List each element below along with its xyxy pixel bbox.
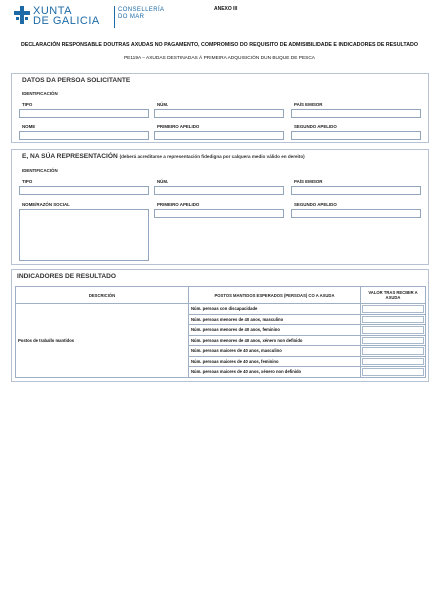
applicant-primeiro-apelido-field[interactable] <box>154 131 284 140</box>
value-field[interactable] <box>362 337 424 345</box>
value-field[interactable] <box>362 347 424 355</box>
rep-segundo-apelido-label: SEGUNDO APELIDO <box>294 202 337 207</box>
value-cell <box>361 356 426 367</box>
logo-line-2: DE GALICIA <box>33 15 100 27</box>
col-description-header: DESCRICIÓN <box>16 287 189 304</box>
applicant-section <box>11 73 429 143</box>
rep-tipo-label: TIPO <box>22 179 33 184</box>
value-cell <box>361 346 426 357</box>
document-subtitle: PE119A – AXUDAS DESTINADAS Á PRIMEIRA ADQUISICIÓN DUN BUQUE DE PESCA <box>123 56 316 61</box>
col-value-header: VALOR TRAS RECIBIR A AXUDA <box>361 287 426 304</box>
xunta-logo <box>14 4 165 30</box>
representation-section <box>11 149 429 265</box>
applicant-nome-label: NOME <box>22 124 36 129</box>
value-cell <box>361 325 426 336</box>
indicator-label: Núm. persoas maiores de 40 anos, feminino <box>189 356 361 367</box>
indicator-label: Núm. persoas con discapacidade <box>189 304 361 315</box>
dept-line-1: CONSELLERÍA <box>118 7 165 13</box>
indicator-label: Núm. persoas maiores de 40 anos, xénero non definido <box>189 367 361 378</box>
rep-primeiro-apelido-label: PRIMEIRO APELIDO <box>157 202 200 207</box>
col-positions-header: POSTOS MANTIDOS ESPERADOS (PERSOAS) CO A AXUDA <box>189 287 361 304</box>
department-name <box>118 7 164 21</box>
applicant-segundo-apelido-field[interactable] <box>291 131 421 140</box>
applicant-pais-field[interactable] <box>291 109 421 118</box>
value-cell <box>361 335 426 346</box>
value-cell <box>361 314 426 325</box>
document-title: DECLARACIÓN RESPONSABLE DOUTRAS AXUDAS NO PAGAMENTO, COMPROMISO DO REQUISITO DE ADMISIBILIDADE E INDICADORES DE RESULTADO <box>21 42 418 48</box>
rep-nomeazon-field[interactable] <box>19 209 149 261</box>
indicators-table <box>15 286 426 378</box>
annex-label: ANEXO III <box>214 6 238 12</box>
applicant-section-title: DATOS DA PERSOA SOLICITANTE <box>22 77 131 84</box>
indicators-section <box>11 269 429 382</box>
value-field[interactable] <box>362 326 424 334</box>
rep-pais-label: PAÍS EMISOR <box>294 179 323 184</box>
indicators-section-title: INDICADORES DE RESULTADO <box>17 273 117 280</box>
representation-section-title <box>22 153 305 160</box>
rep-pais-field[interactable] <box>291 186 421 195</box>
indicator-label: Núm. persoas menores de 40 anos, feminino <box>189 325 361 336</box>
indicator-label: Núm. persoas menores de 40 anos, masculino <box>189 314 361 325</box>
applicant-num-field[interactable] <box>154 109 284 118</box>
rep-nomeazon-label: NOME/RAZÓN SOCIAL <box>22 202 70 207</box>
applicant-tipo-field[interactable] <box>19 109 149 118</box>
representation-title-text: E, NA SÚA REPRESENTACIÓN <box>22 153 118 160</box>
logo-wordmark <box>33 6 100 26</box>
rep-num-label: NÚM. <box>157 179 169 184</box>
indicator-label: Núm. persoas menores de 40 anos, xénero non definido <box>189 335 361 346</box>
value-cell <box>361 367 426 378</box>
value-field[interactable] <box>362 368 424 376</box>
table-row <box>16 304 426 315</box>
value-field[interactable] <box>362 305 424 313</box>
logo-line-1: XUNTA <box>33 5 72 17</box>
value-field[interactable] <box>362 316 424 324</box>
applicant-tipo-label: TIPO <box>22 102 33 107</box>
rep-num-field[interactable] <box>154 186 284 195</box>
applicant-num-label: NÚM. <box>157 102 169 107</box>
rep-identification-label: IDENTIFICACIÓN <box>22 168 58 173</box>
indicator-label: Núm. persoas maiores de 40 anos, masculino <box>189 346 361 357</box>
representation-note: (deberá acreditarse a representación fidedigna por calquera medio válido en dereito) <box>119 154 305 159</box>
rep-tipo-field[interactable] <box>19 186 149 195</box>
galicia-cross-icon <box>14 6 30 24</box>
value-field[interactable] <box>362 358 424 366</box>
row-group-label: Postos de traballo mantidos <box>16 304 189 378</box>
rep-segundo-apelido-field[interactable] <box>291 209 421 218</box>
dept-line-2: DO MAR <box>118 14 145 20</box>
applicant-primeiro-apelido-label: PRIMEIRO APELIDO <box>157 124 200 129</box>
value-cell <box>361 304 426 315</box>
indicators-header-row <box>16 287 426 304</box>
rep-primeiro-apelido-field[interactable] <box>154 209 284 218</box>
logo-separator <box>114 6 115 28</box>
applicant-segundo-apelido-label: SEGUNDO APELIDO <box>294 124 337 129</box>
applicant-nome-field[interactable] <box>19 131 149 140</box>
applicant-pais-label: PAÍS EMISOR <box>294 102 323 107</box>
applicant-identification-label: IDENTIFICACIÓN <box>22 91 58 96</box>
